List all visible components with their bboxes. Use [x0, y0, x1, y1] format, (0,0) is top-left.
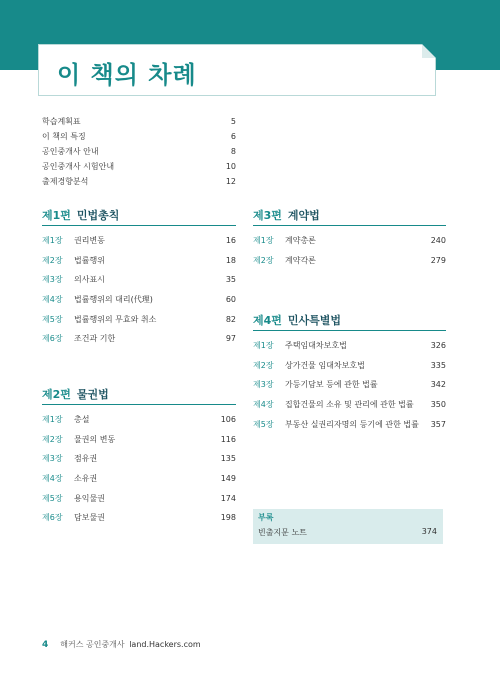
chapter-title: 계약총론: [285, 236, 316, 246]
chapter-page: 16: [225, 236, 236, 246]
chapter-number: 제3장: [42, 275, 63, 285]
chapter-page: 82: [225, 314, 236, 324]
chapter-row[interactable]: [253, 356, 446, 376]
intro-item[interactable]: [42, 174, 236, 189]
part-heading: [42, 386, 236, 405]
intro-item-page: 8: [230, 147, 236, 156]
appendix-title: 빈출지문 노트: [258, 528, 307, 537]
footer-site[interactable]: land.Hackers.com: [129, 640, 201, 649]
chapter-page: 174: [220, 493, 236, 503]
chapter-row[interactable]: [42, 410, 236, 430]
chapter-row[interactable]: [42, 309, 236, 329]
chapter-title: 의사표시: [74, 275, 105, 285]
chapter-title: 물권의 변동: [74, 434, 116, 444]
part-number: 제1편: [42, 209, 71, 222]
part-2: [42, 386, 236, 528]
part-heading: [253, 312, 446, 331]
intro-item-label: 공인중개사 시험안내: [42, 162, 115, 171]
chapter-title: 법률행위의 대리(代理): [74, 295, 153, 305]
intro-item-label: 공인중개사 안내: [42, 147, 99, 156]
chapter-page: 18: [225, 255, 236, 265]
chapter-page: 106: [220, 415, 236, 425]
chapter-row[interactable]: [253, 336, 446, 356]
chapter-title: 법률행위의 무효와 취소: [74, 314, 157, 324]
chapter-row[interactable]: [253, 395, 446, 415]
chapter-page: 342: [430, 380, 446, 390]
chapter-number: 제4장: [42, 295, 63, 305]
part-number: 제3편: [253, 209, 282, 222]
chapter-number: 제6장: [42, 513, 63, 523]
intro-item[interactable]: [42, 129, 236, 144]
chapter-row[interactable]: [42, 469, 236, 489]
chapter-number: 제1장: [42, 415, 63, 425]
chapter-number: 제1장: [253, 341, 274, 351]
chapter-title: 담보물권: [74, 513, 105, 523]
chapter-row[interactable]: [42, 488, 236, 508]
chapter-title: 계약각론: [285, 255, 316, 265]
intro-item-page: 12: [225, 177, 236, 186]
chapter-number: 제3장: [253, 380, 274, 390]
part-name: 계약법: [287, 209, 320, 222]
part-name: 민사특별법: [287, 314, 342, 327]
chapter-number: 제3장: [42, 454, 63, 464]
chapter-number: 제6장: [42, 334, 63, 344]
chapter-row[interactable]: [253, 414, 446, 434]
chapter-row[interactable]: [42, 251, 236, 271]
chapter-page: 97: [225, 334, 236, 344]
chapter-row[interactable]: [42, 290, 236, 310]
chapter-page: 116: [220, 434, 236, 444]
chapter-number: 제5장: [42, 493, 63, 503]
intro-item-label: 이 책의 특징: [42, 132, 86, 141]
intro-item[interactable]: [42, 159, 236, 174]
chapter-number: 제5장: [253, 419, 274, 429]
chapter-page: 326: [430, 341, 446, 351]
chapter-number: 제2장: [253, 360, 274, 370]
chapter-row[interactable]: [42, 508, 236, 528]
chapter-page: 279: [430, 255, 446, 265]
chapter-row[interactable]: [253, 231, 446, 251]
footer-brand: 해커스 공인중개사: [60, 640, 125, 649]
part-4: [253, 312, 446, 434]
chapter-number: 제5장: [42, 314, 63, 324]
chapter-page: 135: [220, 454, 236, 464]
page-footer: [42, 639, 201, 650]
intro-item-label: 학습계획표: [42, 117, 81, 126]
chapter-number: 제2장: [42, 434, 63, 444]
chapter-row[interactable]: [253, 375, 446, 395]
appendix-row: [258, 527, 437, 538]
chapter-number: 제4장: [42, 474, 63, 484]
chapter-title: 부동산 실권리자명의 등기에 관한 법률: [285, 419, 419, 429]
chapter-title: 법률행위: [74, 255, 105, 265]
chapter-page: 357: [430, 419, 446, 429]
part-heading: [253, 207, 446, 226]
chapter-title: 상가건물 임대차보호법: [285, 360, 365, 370]
intro-item-page: 10: [225, 162, 236, 171]
chapter-page: 198: [220, 513, 236, 523]
appendix-label: 부록: [258, 513, 274, 522]
chapter-page: 335: [430, 360, 446, 370]
chapter-title: 용익물권: [74, 493, 105, 503]
appendix-page: 374: [421, 527, 437, 536]
chapter-row[interactable]: [42, 329, 236, 349]
chapter-row[interactable]: [42, 449, 236, 469]
part-name: 민법총칙: [76, 209, 120, 222]
intro-item-page: 6: [230, 132, 236, 141]
intro-list: [42, 114, 236, 189]
chapter-title: 총설: [74, 415, 90, 425]
chapter-title: 조건과 기한: [74, 334, 116, 344]
appendix-box[interactable]: [253, 509, 443, 544]
chapter-page: 240: [430, 236, 446, 246]
chapter-title: 집합건물의 소유 및 관리에 관한 법률: [285, 400, 414, 410]
chapter-page: 35: [225, 275, 236, 285]
part-heading: [42, 207, 236, 226]
chapter-page: 60: [225, 295, 236, 305]
chapter-number: 제4장: [253, 400, 274, 410]
part-1: [42, 207, 236, 349]
intro-item-page: 5: [230, 117, 236, 126]
part-3: [253, 207, 446, 270]
chapter-title: 가등기담보 등에 관한 법률: [285, 380, 378, 390]
intro-item[interactable]: [42, 144, 236, 159]
chapter-row[interactable]: [42, 270, 236, 290]
chapter-title: 소유권: [74, 474, 98, 484]
chapter-number: 제2장: [42, 255, 63, 265]
corner-fold: [422, 44, 436, 58]
page-number: 4: [42, 640, 49, 650]
chapter-title: 권리변동: [74, 236, 105, 246]
part-name: 물권법: [76, 388, 109, 401]
part-number: 제2편: [42, 388, 71, 401]
chapter-row[interactable]: [42, 430, 236, 450]
intro-item[interactable]: [42, 114, 236, 129]
chapter-number: 제1장: [253, 236, 274, 246]
chapter-title: 주택임대차보호법: [285, 341, 347, 351]
chapter-page: 149: [220, 474, 236, 484]
chapter-title: 점유권: [74, 454, 98, 464]
chapter-row[interactable]: [42, 231, 236, 251]
part-number: 제4편: [253, 314, 282, 327]
chapter-page: 350: [430, 400, 446, 410]
title-box: [38, 44, 436, 96]
chapter-row[interactable]: [253, 251, 446, 271]
intro-item-label: 출제경향분석: [42, 177, 89, 186]
page-title: 이 책의 차례: [57, 61, 197, 89]
chapter-number: 제1장: [42, 236, 63, 246]
chapter-number: 제2장: [253, 255, 274, 265]
